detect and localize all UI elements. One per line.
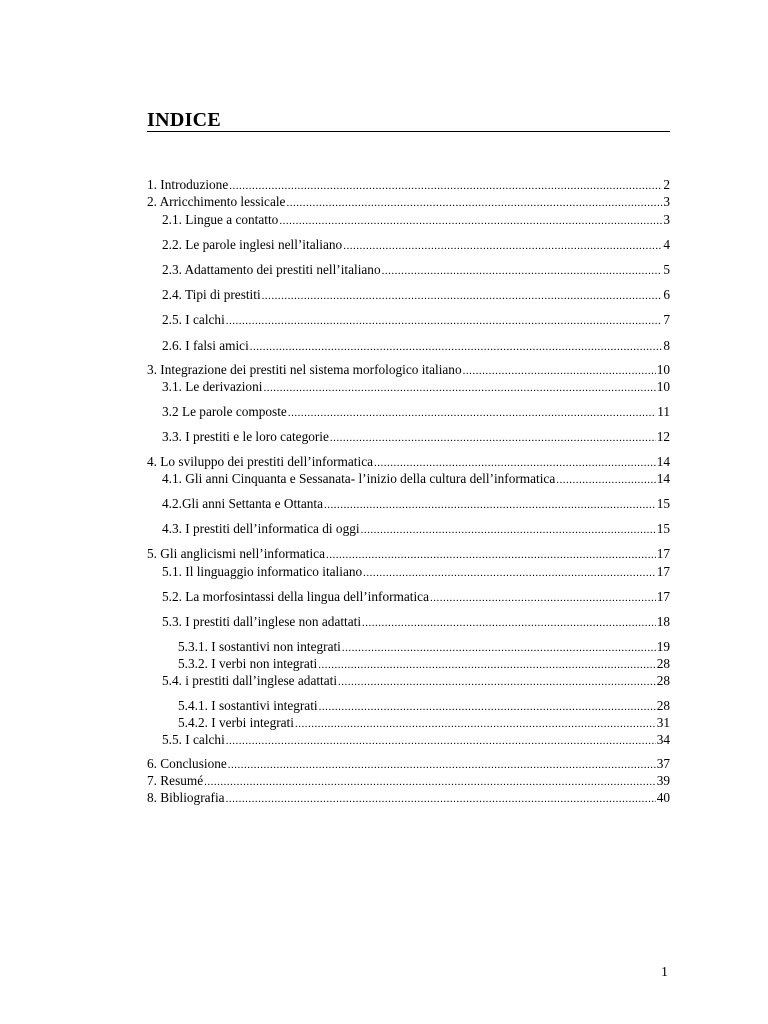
toc-entry-page: 3	[663, 212, 670, 227]
toc-entry-label: 2. Arricchimento lessicale	[147, 194, 286, 209]
toc-entry-page: 15	[656, 521, 670, 536]
toc-entry-page: 10	[656, 362, 670, 377]
toc-entry[interactable]	[147, 454, 670, 470]
toc-entry[interactable]	[162, 732, 670, 748]
toc-entry[interactable]	[178, 698, 670, 714]
toc-entry-page: 7	[663, 312, 670, 327]
toc-entry-page: 18	[656, 614, 670, 629]
toc-entry[interactable]	[147, 362, 670, 378]
toc-entry-page: 14	[656, 454, 670, 469]
toc-entry-page: 39	[656, 773, 670, 788]
toc-entry-label: 5.4.1. I sostantivi integrati	[178, 698, 318, 713]
dot-leader	[361, 522, 656, 538]
toc-entry-label: 8. Bibliografia	[147, 790, 225, 805]
toc-entry-label: 4. Lo sviluppo dei prestiti dell’informatica	[147, 454, 373, 469]
toc-entry-label: 5.4. i prestiti dall’inglese adattati	[162, 673, 338, 688]
toc-entry[interactable]	[147, 546, 670, 562]
toc-entry-page: 2	[663, 177, 670, 192]
toc-entry-page: 28	[656, 673, 670, 688]
dot-leader	[338, 674, 656, 690]
toc-entry-page: 40	[656, 790, 670, 805]
toc-entry-page: 17	[656, 546, 670, 561]
toc-entry[interactable]	[178, 715, 670, 731]
dot-leader	[343, 238, 662, 254]
toc-entry-page: 14	[656, 471, 670, 486]
toc-entry-page: 11	[657, 404, 670, 419]
toc-entry[interactable]	[162, 262, 670, 278]
toc-entry-label: 4.3. I prestiti dell’informatica di oggi	[162, 521, 360, 536]
toc-entry[interactable]	[178, 656, 670, 672]
dot-leader	[226, 313, 663, 329]
toc-entry-label: 5.2. La morfosintassi della lingua dell’informatica	[162, 589, 429, 604]
dot-leader	[228, 757, 656, 773]
toc-entry[interactable]	[162, 429, 670, 445]
toc-entry-page: 6	[663, 287, 670, 302]
dot-leader	[263, 380, 655, 396]
dot-leader	[318, 657, 655, 673]
toc-entry-label: 2.3. Adattamento dei prestiti nell’italiano	[162, 262, 381, 277]
dot-leader	[319, 699, 656, 715]
toc-entry[interactable]	[162, 589, 670, 605]
dot-leader	[556, 472, 655, 488]
dot-leader	[226, 733, 656, 749]
toc-entry[interactable]	[147, 773, 670, 789]
toc-entry[interactable]	[147, 177, 670, 193]
dot-leader	[330, 430, 656, 446]
toc-entry[interactable]	[162, 237, 670, 253]
toc-entry[interactable]	[162, 614, 670, 630]
toc-entry[interactable]	[147, 194, 670, 210]
toc-entry-label: 5.5. I calchi	[162, 732, 225, 747]
title-underline	[147, 131, 670, 132]
dot-leader	[250, 339, 663, 355]
toc-entry-label: 5.3. I prestiti dall’inglese non adattati	[162, 614, 362, 629]
toc-entry[interactable]	[162, 673, 670, 689]
toc-entry-label: 2.1. Lingue a contatto	[162, 212, 279, 227]
page-number: 1	[661, 965, 668, 980]
dot-leader	[229, 178, 662, 194]
toc-entry-page: 10	[656, 379, 670, 394]
page-title: INDICE	[147, 109, 222, 131]
toc-entry-label: 7. Resumé	[147, 773, 204, 788]
dot-leader	[279, 213, 662, 229]
toc-entry[interactable]	[162, 564, 670, 580]
toc-entry-label: 4.1. Gli anni Cinquanta e Sessanata- l’inizio della cultura dell’informatica	[162, 471, 556, 486]
toc-entry[interactable]	[147, 790, 670, 806]
dot-leader	[286, 195, 662, 211]
dot-leader	[342, 640, 656, 656]
toc-entry[interactable]	[162, 404, 670, 420]
dot-leader	[226, 791, 656, 807]
dot-leader	[262, 288, 663, 304]
toc-entry-page: 12	[656, 429, 670, 444]
toc-entry-page: 5	[663, 262, 670, 277]
toc-entry-page: 19	[656, 639, 670, 654]
toc-entry-page: 28	[656, 698, 670, 713]
toc-entry-label: 3.1. Le derivazioni	[162, 379, 263, 394]
toc-entry-label: 5.1. Il linguaggio informatico italiano	[162, 564, 363, 579]
toc-entry-label: 3.2 Le parole composte	[162, 404, 287, 419]
dot-leader	[363, 565, 656, 581]
toc-entry-page: 17	[656, 564, 670, 579]
toc-entry-page: 15	[656, 496, 670, 511]
toc-entry[interactable]	[162, 496, 670, 512]
toc-entry-page: 8	[663, 338, 670, 353]
toc-entry-page: 17	[656, 589, 670, 604]
dot-leader	[362, 615, 656, 631]
toc-entry-label: 3.3. I prestiti e le loro categorie	[162, 429, 329, 444]
dot-leader	[295, 716, 656, 732]
dot-leader	[326, 547, 656, 563]
dot-leader	[324, 497, 656, 513]
toc-entry-label: 5.3.2. I verbi non integrati	[178, 656, 318, 671]
toc-entry-label: 1. Introduzione	[147, 177, 229, 192]
toc-entry-page: 28	[656, 656, 670, 671]
dot-leader	[204, 774, 656, 790]
toc-entry[interactable]	[162, 312, 670, 328]
toc-entry-label: 2.2. Le parole inglesi nell’italiano	[162, 237, 343, 252]
dot-leader	[463, 363, 656, 379]
dot-leader	[374, 455, 656, 471]
dot-leader	[430, 590, 656, 606]
toc-entry-label: 2.5. I calchi	[162, 312, 225, 327]
toc-entry-label: 2.4. Tipi di prestiti	[162, 287, 261, 302]
toc-entry-page: 3	[663, 194, 670, 209]
toc-entry-label: 4.2.Gli anni Settanta e Ottanta	[162, 496, 323, 511]
toc-entry-page: 31	[656, 715, 670, 730]
toc-entry-label: 6. Conclusione	[147, 756, 227, 771]
toc-entry[interactable]	[147, 756, 670, 772]
toc-entry-label: 3. Integrazione dei prestiti nel sistema morfologico italiano	[147, 362, 462, 377]
toc-entry[interactable]	[178, 639, 670, 655]
toc-entry[interactable]	[162, 471, 670, 487]
toc-entry[interactable]	[162, 521, 670, 537]
toc-entry-page: 34	[656, 732, 670, 747]
toc-entry-label: 5.4.2. I verbi integrati	[178, 715, 294, 730]
toc-entry-page: 4	[663, 237, 670, 252]
toc-entry-page: 37	[656, 756, 670, 771]
toc-entry[interactable]	[162, 287, 670, 303]
toc-entry-label: 2.6. I falsi amici	[162, 338, 249, 353]
toc-entry-label: 5.3.1. I sostantivi non integrati	[178, 639, 341, 654]
toc-entry[interactable]	[162, 379, 670, 395]
toc-entry-label: 5. Gli anglicismi nell’informatica	[147, 546, 325, 561]
dot-leader	[288, 405, 656, 421]
dot-leader	[382, 263, 663, 279]
toc-entry[interactable]	[162, 338, 670, 354]
toc-entry[interactable]	[162, 212, 670, 228]
